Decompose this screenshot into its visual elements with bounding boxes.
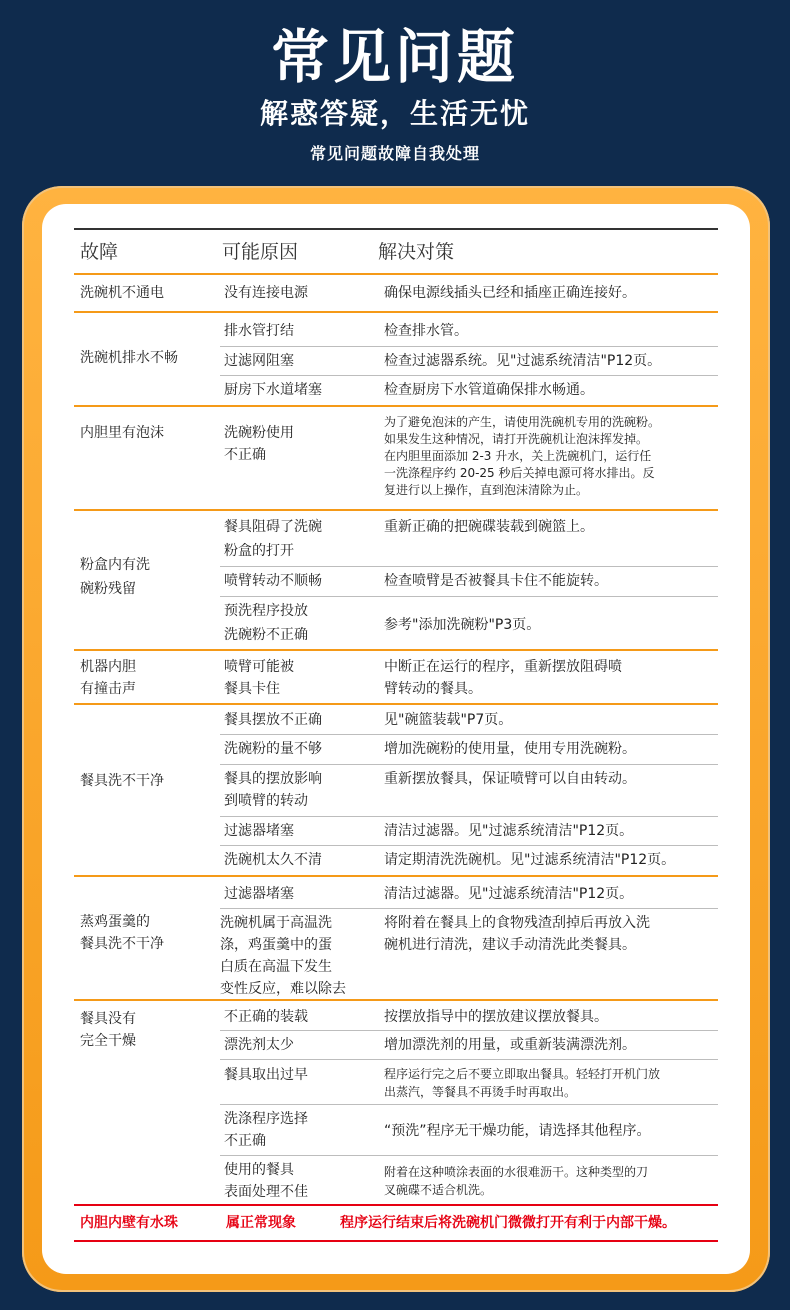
cause-cell: 表面处理不佳 bbox=[224, 1184, 308, 1200]
row-divider bbox=[74, 703, 718, 705]
column-header-cause: 可能原因 bbox=[222, 241, 299, 263]
sub-row-divider bbox=[220, 346, 718, 347]
row-divider bbox=[74, 405, 718, 407]
cause-cell: 预洗程序投放 bbox=[224, 603, 308, 619]
sub-row-divider bbox=[220, 908, 718, 909]
solution-cell: 重新正确的把碗碟装载到碗篮上。 bbox=[384, 519, 594, 535]
cause-cell: 洗碗机属于高温洗 bbox=[220, 915, 332, 931]
solution-cell: 增加漂洗剂的用量，或重新装满漂洗剂。 bbox=[384, 1037, 636, 1053]
sub-row-divider bbox=[220, 764, 718, 765]
row-divider bbox=[74, 649, 718, 651]
sub-row-divider bbox=[220, 845, 718, 846]
solution-cell: 出蒸汽，等餐具不再烫手时再取出。 bbox=[384, 1085, 577, 1099]
cause-cell: 不正确 bbox=[224, 1133, 266, 1149]
page-subtitle-secondary: 常见问题故障自我处理 bbox=[309, 144, 480, 163]
solution-cell: 附着在这种喷涂表面的水很难沥干。这种类型的刀 bbox=[384, 1165, 649, 1179]
fault-cell: 餐具洗不干净 bbox=[80, 936, 164, 952]
fault-cell: 碗粉残留 bbox=[80, 581, 136, 597]
row-divider bbox=[74, 999, 718, 1001]
cause-cell: 厨房下水道堵塞 bbox=[224, 382, 322, 398]
row-divider bbox=[74, 273, 718, 275]
cause-cell: 过滤器堵塞 bbox=[224, 823, 294, 839]
page-subtitle: 解惑答疑，生活无忧 bbox=[259, 97, 530, 130]
cause-cell: 没有连接电源 bbox=[224, 285, 308, 301]
solution-cell: “预洗”程序无干燥功能，请选择其他程序。 bbox=[384, 1123, 651, 1139]
solution-cell: 清洁过滤器。见"过滤系统清洁"P12页。 bbox=[384, 823, 634, 839]
sub-row-divider bbox=[220, 816, 718, 817]
solution-cell: 叉碗碟不适合机洗。 bbox=[384, 1183, 493, 1197]
fault-cell: 餐具洗不干净 bbox=[80, 773, 164, 789]
solution-cell: 清洁过滤器。见"过滤系统清洁"P12页。 bbox=[384, 886, 634, 902]
solution-cell: 中断正在运行的程序，重新摆放阻碍喷 bbox=[384, 659, 622, 675]
solution-cell: 复进行以上操作，直到泡沫清除为止。 bbox=[384, 483, 589, 497]
note-top-border bbox=[74, 1204, 718, 1206]
sub-row-divider bbox=[220, 1155, 718, 1156]
cause-cell: 漂洗剂太少 bbox=[224, 1037, 294, 1053]
solution-cell: 如果发生这种情况，请打开洗碗机让泡沫挥发掉。 bbox=[384, 432, 649, 446]
sub-row-divider bbox=[220, 1059, 718, 1060]
solution-cell: 检查排水管。 bbox=[384, 323, 468, 339]
solution-cell: 重新摆放餐具，保证喷臂可以自由转动。 bbox=[384, 771, 636, 787]
cause-cell: 餐具的摆放影响 bbox=[224, 771, 322, 787]
solution-cell: 检查喷臂是否被餐具卡住不能旋转。 bbox=[384, 573, 608, 589]
solution-cell: 程序运行完之后不要立即取出餐具。轻轻打开机门放 bbox=[384, 1067, 661, 1081]
cause-cell: 变性反应，难以除去 bbox=[220, 981, 346, 997]
sub-row-divider bbox=[220, 734, 718, 735]
solution-cell: 在内胆里面添加 2-3 升水，关上洗碗机门，运行任 bbox=[384, 449, 652, 463]
cause-cell: 粉盒的打开 bbox=[224, 543, 294, 559]
note-fault: 内胆内壁有水珠 bbox=[80, 1215, 178, 1231]
cause-cell: 过滤器堵塞 bbox=[224, 886, 294, 902]
table-top-border bbox=[74, 228, 718, 230]
cause-cell: 洗碗粉的量不够 bbox=[224, 741, 322, 757]
solution-cell: 确保电源线插头已经和插座正确连接好。 bbox=[384, 285, 636, 301]
cause-cell: 洗碗粉不正确 bbox=[224, 627, 308, 643]
cause-cell: 涤，鸡蛋羹中的蛋 bbox=[220, 937, 332, 953]
solution-cell: 请定期清洗洗碗机。见"过滤系统清洁"P12页。 bbox=[384, 852, 676, 868]
column-header-fault: 故障 bbox=[80, 241, 119, 263]
note-cause: 属正常现象 bbox=[226, 1215, 296, 1231]
solution-cell: 为了避免泡沫的产生，请使用洗碗机专用的洗碗粉。 bbox=[384, 415, 661, 429]
solution-cell: 一洗涤程序约 20-25 秒后关掉电源可将水排出。反 bbox=[384, 466, 655, 480]
cause-cell: 到喷臂的转动 bbox=[224, 793, 308, 809]
solution-cell: 按摆放指导中的摆放建议摆放餐具。 bbox=[384, 1009, 608, 1025]
fault-cell: 蒸鸡蛋羹的 bbox=[80, 914, 150, 930]
cause-cell: 餐具阻碍了洗碗 bbox=[224, 519, 322, 535]
cause-cell: 餐具摆放不正确 bbox=[224, 712, 322, 728]
cause-cell: 洗碗机太久不清 bbox=[224, 852, 322, 868]
cause-cell: 餐具卡住 bbox=[224, 681, 280, 697]
note-bottom-border bbox=[74, 1240, 718, 1242]
column-header-solution: 解决对策 bbox=[378, 241, 455, 263]
cause-cell: 使用的餐具 bbox=[224, 1162, 294, 1178]
sub-row-divider bbox=[220, 596, 718, 597]
sub-row-divider bbox=[220, 566, 718, 567]
fault-cell: 完全干燥 bbox=[80, 1033, 136, 1049]
cause-cell: 餐具取出过早 bbox=[224, 1067, 308, 1083]
fault-cell: 洗碗机排水不畅 bbox=[80, 350, 178, 366]
row-divider bbox=[74, 875, 718, 877]
solution-cell: 参考"添加洗碗粉"P3页。 bbox=[384, 617, 541, 633]
solution-cell: 检查过滤器系统。见"过滤系统清洁"P12页。 bbox=[384, 353, 662, 369]
cause-cell: 排水管打结 bbox=[224, 323, 294, 339]
cause-cell: 喷臂可能被 bbox=[224, 659, 294, 675]
row-divider bbox=[74, 509, 718, 511]
fault-cell: 洗碗机不通电 bbox=[80, 285, 164, 301]
cause-cell: 喷臂转动不顺畅 bbox=[224, 573, 322, 589]
cause-cell: 过滤网阻塞 bbox=[224, 353, 294, 369]
cause-cell: 白质在高温下发生 bbox=[220, 959, 332, 975]
solution-cell: 见"碗篮装载"P7页。 bbox=[384, 712, 513, 728]
solution-cell: 碗机进行清洗，建议手动清洗此类餐具。 bbox=[384, 937, 636, 953]
solution-cell: 臂转动的餐具。 bbox=[384, 681, 482, 697]
sub-row-divider bbox=[220, 1104, 718, 1105]
row-divider bbox=[74, 311, 718, 313]
solution-cell: 检查厨房下水管道确保排水畅通。 bbox=[384, 382, 594, 398]
fault-cell: 粉盒内有洗 bbox=[80, 557, 150, 573]
fault-cell: 机器内胆 bbox=[80, 659, 136, 675]
note-solution: 程序运行结束后将洗碗机门微微打开有利于内部干燥。 bbox=[340, 1215, 676, 1231]
cause-cell: 洗涤程序选择 bbox=[224, 1111, 308, 1127]
cause-cell: 不正确 bbox=[224, 447, 266, 463]
solution-cell: 增加洗碗粉的使用量，使用专用洗碗粉。 bbox=[384, 741, 636, 757]
solution-cell: 将附着在餐具上的食物残渣刮掉后再放入洗 bbox=[384, 915, 650, 931]
troubleshooting-table bbox=[74, 228, 718, 1244]
fault-cell: 餐具没有 bbox=[80, 1011, 136, 1027]
fault-cell: 有撞击声 bbox=[80, 681, 136, 697]
sub-row-divider bbox=[220, 375, 718, 376]
cause-cell: 洗碗粉使用 bbox=[224, 425, 294, 441]
page-title: 常见问题 bbox=[270, 23, 519, 91]
fault-cell: 内胆里有泡沫 bbox=[80, 425, 164, 441]
cause-cell: 不正确的装载 bbox=[224, 1009, 308, 1025]
sub-row-divider bbox=[220, 1030, 718, 1031]
